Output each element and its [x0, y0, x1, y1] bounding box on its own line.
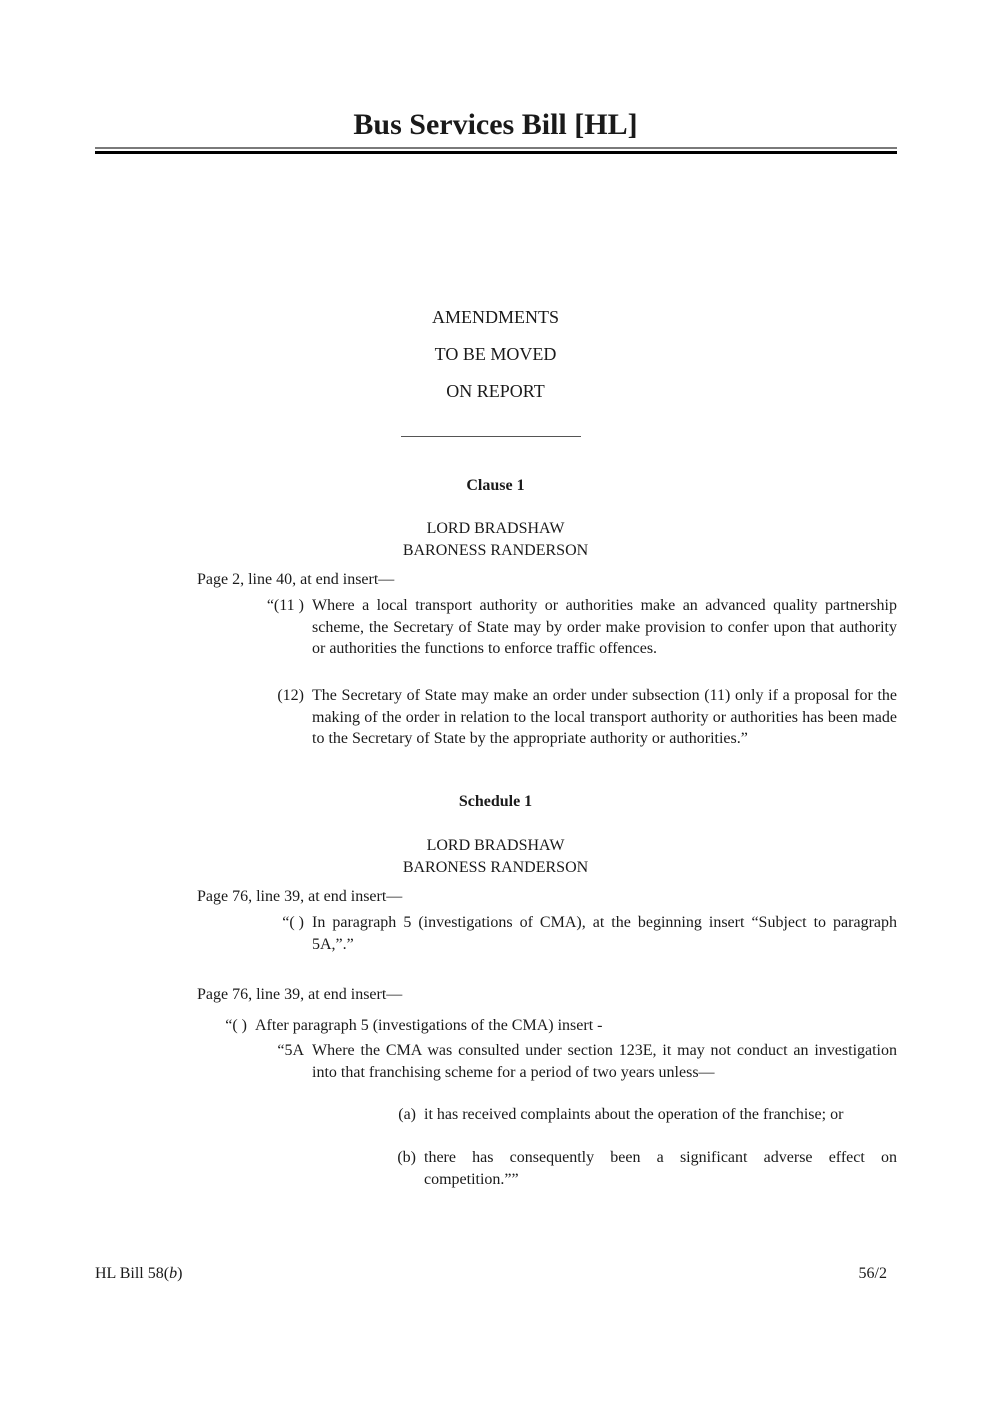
amendment-location: Page 76, line 39, at end insert— — [197, 986, 403, 1003]
item-text: it has received complaints about the operation of the franchise; or — [424, 1106, 844, 1123]
subsection-number: “( ) — [282, 914, 304, 931]
title-rule-thin — [95, 147, 897, 149]
subsection-number: “(11 ) — [266, 597, 304, 614]
heading-line-2: TO BE MOVED — [434, 344, 557, 364]
paragraph-number: “5A — [277, 1042, 304, 1059]
subsection-text: After paragraph 5 (investigations of the CMA) insert - — [255, 1017, 603, 1034]
bill-title: Bus Services Bill [HL] — [353, 108, 638, 141]
amendment-location: Page 76, line 39, at end insert— — [197, 888, 403, 905]
separator-rule — [401, 436, 581, 437]
bill-reference-suffix: ) — [177, 1265, 183, 1282]
subsection-text: In paragraph 5 (investigations of CMA), at the beginning insert “Subject to paragraph 5A,”.” — [312, 914, 897, 953]
amendment-location: Page 2, line 40, at end insert— — [197, 571, 395, 588]
item-number: (a) — [398, 1106, 416, 1123]
sponsor-1: LORD BRADSHAW — [426, 837, 565, 854]
subsection-number: “( ) — [225, 1017, 247, 1034]
page-reference: 56/2 — [858, 1265, 887, 1282]
section-heading-schedule-1: Schedule 1 — [458, 793, 533, 810]
subsection-number: (12) — [277, 687, 304, 704]
sponsor-2: BARONESS RANDERSON — [402, 542, 589, 559]
paragraph-text: Where the CMA was consulted under section 123E, it may not conduct an investigation into that franchising scheme for a period of two years unless— — [312, 1042, 897, 1081]
bill-reference-print: b — [169, 1265, 178, 1282]
heading-line-3: ON REPORT — [446, 381, 545, 401]
subsection-text: The Secretary of State may make an order under subsection (11) only if a proposal for the making of the order in relation to the local transport authority or authorities has been made to the Secretary of State by the appropriate authority or authorities.” — [312, 687, 897, 747]
item-number: (b) — [397, 1149, 416, 1166]
title-rule-thick — [95, 151, 897, 154]
heading-line-1: AMENDMENTS — [431, 307, 559, 327]
bill-reference-prefix: HL Bill 58( — [95, 1265, 170, 1282]
bill-reference — [95, 1265, 182, 1283]
section-heading-clause-1: Clause 1 — [466, 477, 525, 494]
subsection-text: Where a local transport authority or authorities make an advanced quality partnership scheme, the Secretary of State may by order make provision to confer upon that authority or authorities the functions to enforce traffic offences. — [312, 597, 897, 657]
item-text: there has consequently been a significant adverse effect on competition.”” — [424, 1149, 897, 1188]
sponsor-1: LORD BRADSHAW — [426, 520, 565, 537]
sponsor-2: BARONESS RANDERSON — [402, 859, 589, 876]
